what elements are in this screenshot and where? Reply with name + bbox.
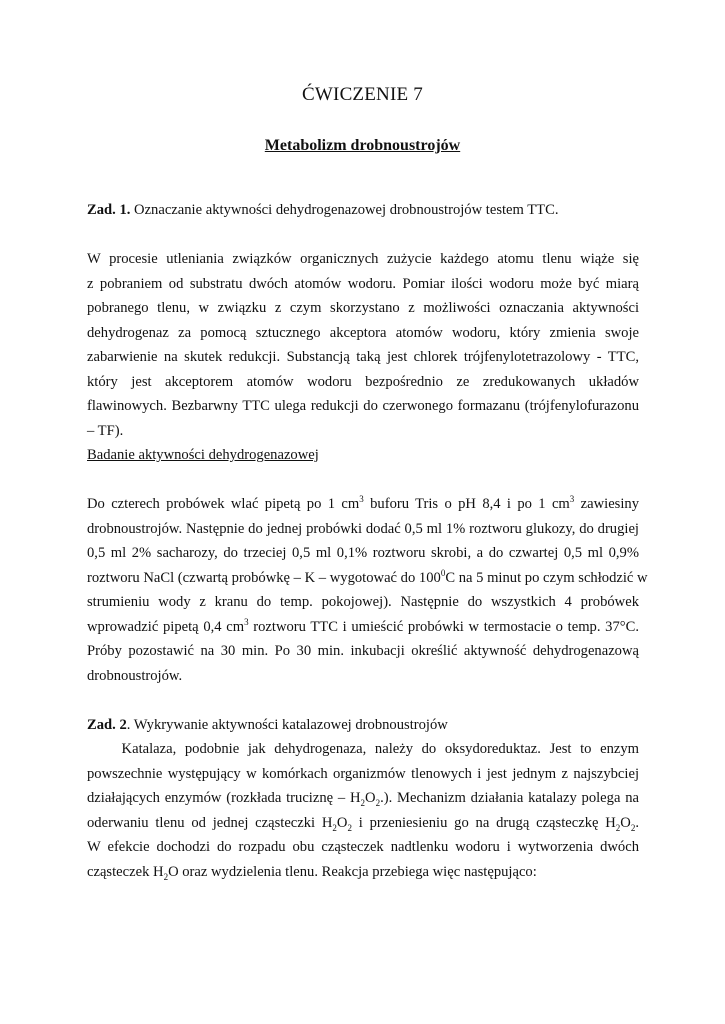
paragraph-line: drobnoustrojów. Następnie do jednej probówki dodać 0,5 ml 1% roztworu glukozy, do drugiej (87, 521, 639, 537)
paragraph-line: wprowadzić pipetą 0,4 $cm^3$ roztworu TTC i umieścić probówki w termostacie o temp. 37°C. (87, 617, 639, 635)
paragraph-line: zabarwienie na skutek redukcji. Substancją taką jest chlorek trójfenylotetrazolowy - TTC, (87, 349, 639, 365)
paragraph-line: Katalaza, podobnie jak dehydrogenaza, należy do oksydoreduktaz. Jest to enzym (87, 741, 639, 757)
paragraph-line: W procesie utleniania związków organicznych zużycie każdego atomu tlenu wiąże się (87, 251, 639, 267)
paragraph-line: 0,5 ml 2% sacharozy, do trzeciej 0,5 ml 0,1% roztworu skrobi, a do czwartej 0,5 ml 0,9% (87, 545, 639, 561)
paragraph-line: dehydrogenaz za pomocą sztucznego akceptora atomów wodoru, który zmienia swoje (87, 325, 639, 341)
paragraph-line: roztworu NaCl (czwartą probówkę – K – wygotować do $100^0C$ na 5 minut po czym schłodzić w (87, 568, 648, 586)
task-1-text: Oznaczanie aktywności dehydrogenazowej drobnoustrojów testem TTC. (130, 202, 559, 218)
paragraph-line: oderwaniu tlenu od jednej cząsteczki $H_2O_2$ i przeniesieniu go na drugą cząsteczkę $H_2O_2$. (87, 815, 639, 833)
exercise-title: ĆWICZENIE 7 (302, 84, 423, 105)
task-2-label: Zad. 2 (87, 717, 127, 733)
paragraph-line: W efekcie dochodzi do rozpadu obu cząsteczek nadtlenku wodoru i wytworzenia dwóch (87, 839, 639, 855)
paragraph-line: strumieniu wody z kranu do temp. pokojowej). Następnie do wszystkich 4 probówek (87, 594, 639, 610)
paragraph-line: flawinowych. Bezbarwny TTC ulega redukcji do czerwonego formazanu (trójfenylofurazonu (87, 398, 639, 414)
section-heading: Badanie aktywności dehydrogenazowej (87, 447, 319, 463)
paragraph-line: – TF). (87, 423, 124, 439)
paragraph-line: pobranego tlenu, w związku z czym skorzystano z możliwości oznaczania aktywności (87, 300, 639, 316)
task-1-label: Zad. 1. (87, 202, 131, 218)
paragraph-line: powszechnie występujący w komórkach organizmów tlenowych i jest jednym z najszybciej (87, 766, 639, 782)
paragraph-line: cząsteczek $H_2O$ oraz wydzielenia tlenu. Reakcja przebiega więc następująco: (87, 864, 537, 882)
task-1-heading (87, 201, 639, 219)
paragraph-line: działających enzymów (rozkłada truciznę – $H_2O_2$.). Mechanizm działania katalazy polega na (87, 790, 639, 808)
exercise-subtitle: Metabolizm drobnoustrojów (264, 137, 461, 154)
task-2-text: . Wykrywanie aktywności katalazowej drobnoustrojów (126, 717, 448, 733)
paragraph-line: z pobraniem od substratu dwóch atomów wodoru. Pomiar ilości wodoru może być miarą (87, 276, 639, 292)
task-2-heading (87, 716, 639, 734)
paragraph-line: który jest akceptorem atomów wodoru bezpośrednio ze zredukowanych układów (87, 374, 639, 390)
paragraph-line: drobnoustrojów. (87, 668, 183, 684)
paragraph-line: Do czterech probówek wlać pipetą po 1 $cm^3$ buforu Tris o pH 8,4 i po 1 $cm^3$ zawiesiny (87, 494, 639, 512)
paragraph-line: Próby pozostawić na 30 min. Po 30 min. inkubacji określić aktywność dehydrogenazową (87, 643, 639, 659)
